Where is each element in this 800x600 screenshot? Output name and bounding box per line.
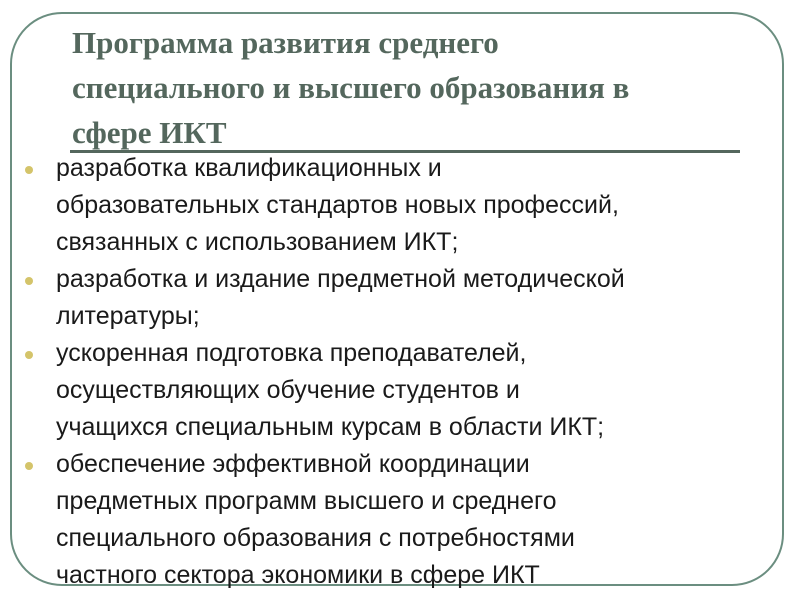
bullet-line: разработка квалификационных и	[56, 154, 442, 182]
bullet-item	[22, 150, 792, 261]
bullet-line: образовательных стандартов новых профессий,	[56, 191, 619, 219]
bullet-list	[22, 150, 792, 594]
title-line: сфере ИКТ	[72, 115, 227, 150]
bullet-line: связанных с использованием ИКТ;	[56, 228, 459, 256]
bullet-line: осуществляющих обучение студентов и	[56, 376, 520, 404]
bullet-line: частного сектора экономики в сфере ИКТ	[56, 561, 540, 589]
bullet-line: предметных программ высшего и среднего	[56, 487, 557, 515]
bullet-item	[22, 261, 792, 335]
bullet-line: учащихся специальным курсам в области ИКТ;	[56, 413, 605, 441]
bullet-line: обеспечение эффективной координации	[56, 450, 530, 478]
bullet-item	[22, 446, 792, 594]
bullet-item	[22, 335, 792, 446]
bullet-line: специального образования с потребностями	[56, 524, 575, 552]
title-line: Программа развития среднего	[72, 25, 499, 60]
bullet-line: разработка и издание предметной методической	[56, 265, 625, 293]
bullet-line: литературы;	[56, 302, 200, 330]
bullet-marker-icon	[25, 351, 33, 359]
bullet-marker-icon	[25, 166, 33, 174]
slide-title	[72, 20, 762, 155]
bullet-marker-icon	[25, 277, 33, 285]
title-line: специального и высшего образования в	[72, 70, 630, 105]
bullet-line: ускоренная подготовка преподавателей,	[56, 339, 527, 367]
bullet-marker-icon	[25, 462, 33, 470]
